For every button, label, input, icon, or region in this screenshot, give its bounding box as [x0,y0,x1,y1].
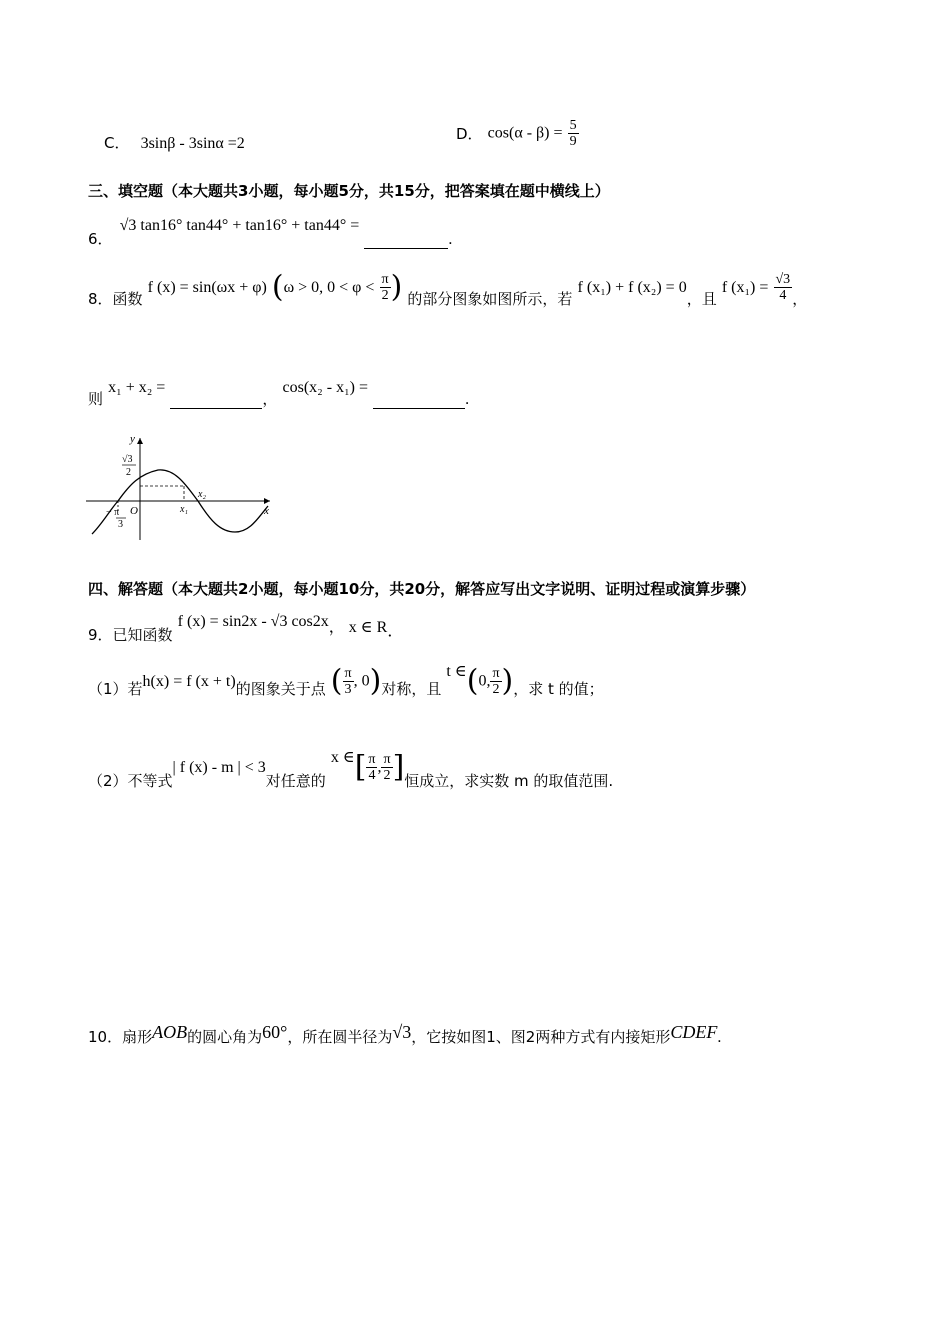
x1-label: x₁ [180,504,188,515]
neg-pi-num: − π [106,507,120,518]
option-d-fraction [568,118,579,149]
q8-line1 [88,269,808,308]
q9-number: 9． [88,626,113,644]
q9-p2-hi-fraction [381,752,392,783]
q9-p2-lo-num: π [368,752,376,767]
q9-p1-int-close: ) [501,663,514,699]
q9-p2-close-bracket: ] [392,749,405,785]
q9-p2-label: （2）不等式 [88,772,173,790]
q8-fx1-den: 4 [779,288,787,303]
q10-t1: 扇形 [122,1028,153,1046]
peak-value-num: √3 [122,454,133,465]
q9-p1-int-num: π [492,666,500,681]
q10-angle: 60° [262,1022,288,1042]
x2-label: x₂ [198,489,206,500]
option-d-label: D． [456,125,483,143]
q10-tail: . [717,1029,722,1046]
q8-cond-num: π [381,272,389,287]
q8-sine-graph [80,428,280,543]
q9-domain: ， x ∈ R [328,619,388,636]
option-c-expr: 3sinβ - 3sinα =2 [140,135,245,152]
q8-cond-fraction [380,272,391,303]
q9-p2-mid: 对任意的 [265,772,326,790]
q9-p1-pt-num: π [344,666,352,681]
q9-p1-pt-open: ( [330,663,343,699]
q9-p1-pt-fraction [343,666,354,697]
q8-cond: ω > 0, 0 < φ < [283,279,375,296]
q8-line2 [88,376,470,408]
q9-p2-comma: , [377,758,382,776]
q10-t4: ，它按如图1、图2两种方式有内接矩形 [411,1028,671,1046]
q9-p2-hi-den: 2 [383,768,391,783]
q9-part1 [88,663,604,699]
q10-radius: √3 [392,1022,412,1042]
q9-p1-int-fraction [490,666,501,697]
y-axis-label: y [130,433,135,445]
origin-label: O [130,505,138,517]
option-d-lhs: cos(α - β) = [487,124,563,142]
peak-value-den: 2 [126,467,131,478]
q9-p1-pt-close: ) [369,663,382,699]
q8-cond-open-paren: ( [271,269,284,305]
q6-answer-blank[interactable] [364,234,448,249]
q8-answer-blank-2[interactable] [373,394,465,409]
option-c [104,132,245,153]
q8-cond-den: 2 [381,288,389,303]
q8-ask1: x₁ + x₂ = [108,379,166,396]
q10-t3: ，所在圆半径为 [287,1028,393,1046]
q8-tail: . [465,391,470,408]
q8-mid: 的部分图象如图所示，若 [407,290,573,308]
q8-then: 则 [88,390,104,408]
q9-p1-int-den: 2 [492,682,500,697]
option-d-den: 9 [569,134,577,149]
q9-p1-t: t ∈ [446,663,467,680]
q8-func: f (x) = sin(ωx + φ) [147,279,267,296]
q8-comma: ， [792,290,808,308]
q9-p2-lo-den: 4 [368,768,376,783]
q8-fx1-num: √3 [775,272,791,287]
q8-and: ，且 [686,290,717,308]
q10-aob: AOB [152,1022,188,1042]
q9-p1-sym: 对称，且 [381,680,442,698]
q9-tail: ． [387,623,404,640]
q8-number: 8． [88,290,113,308]
option-d [456,118,579,149]
q8-sep: ， [262,390,278,408]
option-c-label: C． [104,134,130,152]
section4-heading: 四、解答题（本大题共2小题，每小题10分，共20分，解答应写出文字说明、证明过程或演算步骤） [88,580,756,598]
q9-lead: 已知函数 [112,626,173,644]
q9-p2-hi-num: π [383,752,391,767]
q6-expr: √3 tan16° tan44° + tan16° + tan44° = [119,217,360,234]
neg-pi-den: 3 [118,519,123,530]
q6-number: 6． [88,230,113,248]
q9-p1-h: h(x) = f (x + t) [142,673,236,690]
q10-number: 10． [88,1028,123,1046]
q9-p2-end: 恒成立，求实数 m 的取值范围. [404,772,614,790]
q8-fx1-fraction [774,272,793,303]
q9-p1-pt-y: , 0 [353,672,370,690]
x-axis-label: x [264,505,269,517]
q9-p1-pt-den: 3 [344,682,352,697]
q9-p1-end: ，求 t 的值； [513,680,604,698]
q10-rect: CDEF [670,1022,718,1042]
q6 [88,214,453,248]
q9-p2-x: x ∈ [330,749,355,766]
q9-p1-int-lo: 0, [478,672,491,690]
q8-lead: 函数 [112,290,143,308]
q8-cond-close-paren: ) [390,269,403,305]
q8-fx1: f (x₁) = [721,279,769,296]
q9-p2-open-bracket: [ [354,749,367,785]
q9-p1-int-open: ( [466,663,479,699]
q9-p1-mid: 的图象关于点 [235,680,326,698]
q9-p2-lo-fraction [366,752,377,783]
q9-stem [88,608,404,644]
q8-answer-blank-1[interactable] [170,394,262,409]
q9-part2 [88,749,614,790]
q9-func: f (x) = sin2x - √3 cos2x [177,613,329,630]
q8-ask2: cos(x₂ - x₁) = [282,379,369,396]
q9-p2-ineq: | f (x) - m | < 3 [172,759,266,776]
q6-tail: . [448,231,453,248]
option-d-num: 5 [569,118,577,133]
q10 [88,1022,722,1046]
q10-t2: 的圆心角为 [187,1028,263,1046]
q9-p1-label: （1）若 [88,680,143,698]
q8-sum-zero: f (x₁) + f (x₂) = 0 [577,279,687,296]
section3-heading: 三、填空题（本大题共3小题，每小题5分，共15分，把答案填在题中横线上） [88,182,610,200]
